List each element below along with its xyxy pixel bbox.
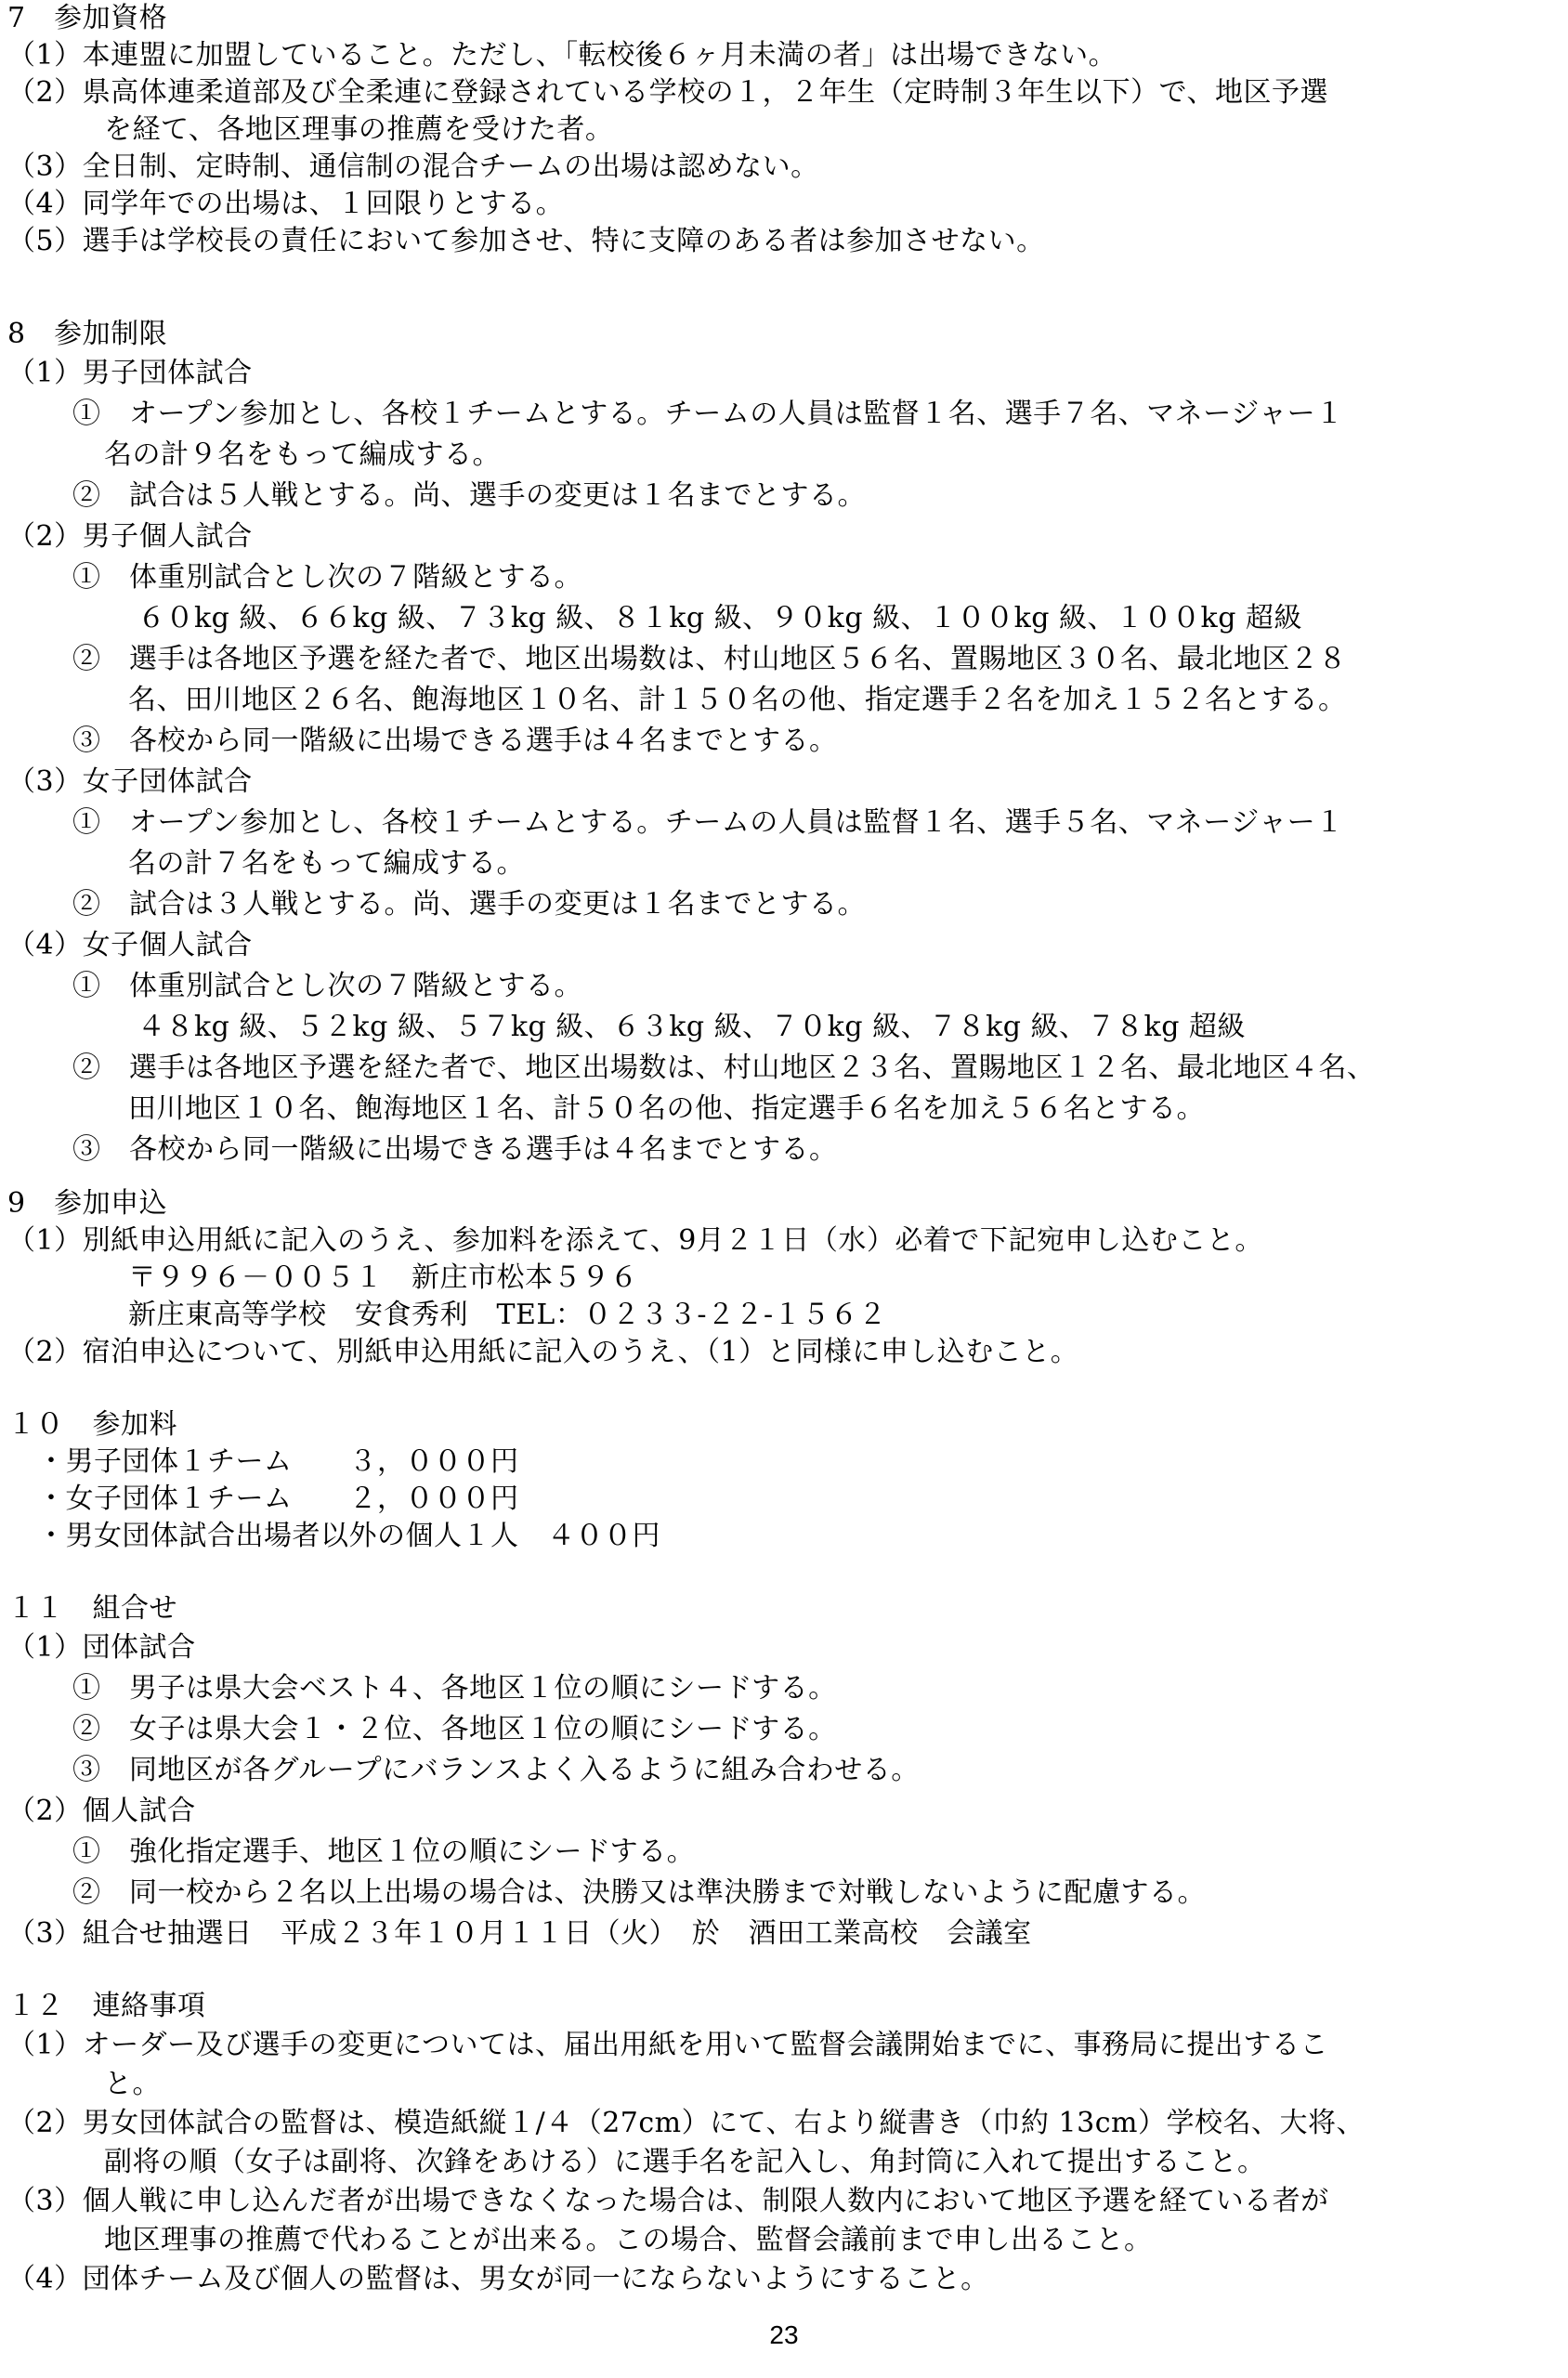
application-contact: 新庄東高等学校 安食秀利 TEL：０２３３-２２-１５６２ — [128, 1299, 887, 1331]
section-9-heading: 9 参加申込 — [7, 1187, 168, 1220]
section-11-sub-1-item-3: ③ 同地区が各グループにバランスよく入るように組み合わせる。 — [72, 1754, 920, 1786]
section-12-item-1: （1）オーダー及び選手の変更については、届出用紙を用いて監督会議開始までに、事務局に提出するこ — [7, 2029, 1328, 2061]
section-8-sub-1-item-1-cont: 名の計９名をもって編成する。 — [104, 438, 501, 471]
fee-men-team: ・男子団体１チーム ３，０００円 — [37, 1445, 519, 1478]
section-12-item-1-cont: と。 — [104, 2068, 161, 2100]
section-12-item-3: （3）個人戦に申し込んだ者が出場できなくなった場合は、制限人数内において地区予選を経ている者が — [7, 2185, 1329, 2217]
section-8-sub-1: （1）男子団体試合 — [7, 357, 253, 389]
section-8-sub-2: （2）男子個人試合 — [7, 520, 253, 553]
weight-classes-men: ６０kg 級、６６kg 級、７３kg 級、８１kg 級、９０kg 級、１００kg 級、１００kg 超級 — [137, 602, 1302, 634]
section-7-item-5: （5）選手は学校長の責任において参加させ、特に支障のある者は参加させない。 — [7, 225, 1045, 257]
section-12-item-2-cont: 副将の順（女子は副将、次鋒をあける）に選手名を記入し、角封筒に入れて提出すること。 — [104, 2146, 1266, 2178]
application-address: 〒９９６－００５１ 新庄市松本５９６ — [128, 1261, 638, 1294]
section-12-item-2: （2）男女団体試合の監督は、模造紙縦１/４（27cm）にて、右より縦書き（巾約 13cm）学校名、大将、 — [7, 2107, 1365, 2139]
section-11-sub-1: （1）団体試合 — [7, 1631, 196, 1664]
section-8-sub-2-item-1: ① 体重別試合とし次の７階級とする。 — [72, 561, 582, 594]
section-7-item-3: （3）全日制、定時制、通信制の混合チームの出場は認めない。 — [7, 150, 819, 183]
section-9-item-2: （2）宿泊申込について、別紙申込用紙に記入のうえ、（1）と同様に申し込むこと。 — [7, 1336, 1079, 1368]
section-8-sub-4-item-2-cont: 田川地区１０名、飽海地区１名、計５０名の他、指定選手６名を加え５６名とする。 — [128, 1092, 1205, 1125]
section-7-item-2: （2）県高体連柔道部及び全柔連に登録されている学校の１，２年生（定時制３年生以下）で、地区予選 — [7, 76, 1328, 109]
section-11-sub-3: （3）組合せ抽選日 平成２３年１０月１１日（火） 於 酒田工業高校 会議室 — [7, 1917, 1032, 1950]
section-11-sub-1-item-2: ② 女子は県大会１・２位、各地区１位の順にシードする。 — [72, 1713, 837, 1745]
section-7-item-1: （1）本連盟に加盟していること。ただし、「転校後６ヶ月未満の者」は出場できない。 — [7, 39, 1117, 72]
weight-classes-women: ４８kg 級、５２kg 級、５７kg 級、６３kg 級、７０kg 級、７８kg 級、７８kg 超級 — [137, 1011, 1246, 1043]
fee-women-team: ・女子団体１チーム ２，０００円 — [37, 1483, 519, 1515]
fee-individual: ・男女団体試合出場者以外の個人１人 ４００円 — [37, 1520, 660, 1552]
section-7-heading: 7 参加資格 — [7, 2, 168, 34]
section-8-sub-4: （4）女子個人試合 — [7, 929, 253, 961]
section-11-sub-2: （2）個人試合 — [7, 1795, 196, 1827]
section-8-sub-4-item-3: ③ 各校から同一階級に出場できる選手は４名までとする。 — [72, 1133, 838, 1166]
section-11-heading: １１ 組合せ — [7, 1592, 177, 1625]
section-8-sub-2-item-2-cont: 名、田川地区２６名、飽海地区１０名、計１５０名の他、指定選手２名を加え１５２名とする。 — [128, 684, 1347, 716]
section-11-sub-1-item-1: ① 男子は県大会ベスト４、各地区１位の順にシードする。 — [72, 1672, 837, 1705]
section-12-heading: １２ 連絡事項 — [7, 1990, 206, 2022]
section-8-sub-4-item-1: ① 体重別試合とし次の７階級とする。 — [72, 970, 582, 1002]
section-10-heading: １０ 参加料 — [7, 1408, 177, 1441]
section-11-sub-2-item-1: ① 強化指定選手、地区１位の順にシードする。 — [72, 1836, 696, 1868]
section-8-sub-2-item-2: ② 選手は各地区予選を経た者で、地区出場数は、村山地区５６名、置賜地区３０名、最北地区２８ — [72, 643, 1347, 675]
section-7-item-4: （4）同学年での出場は、１回限りとする。 — [7, 188, 565, 220]
section-12-item-4: （4）団体チーム及び個人の監督は、男女が同一にならないようにすること。 — [7, 2263, 989, 2295]
section-12-item-3-cont: 地区理事の推薦で代わることが出来る。この場合、監督会議前まで申し出ること。 — [104, 2224, 1153, 2256]
section-8-sub-4-item-2: ② 選手は各地区予選を経た者で、地区出場数は、村山地区２３名、置賜地区１２名、最北地区４名、 — [72, 1052, 1376, 1084]
section-8-sub-3-item-1-cont: 名の計７名をもって編成する。 — [128, 847, 525, 880]
section-11-sub-2-item-2: ② 同一校から２名以上出場の場合は、決勝又は準決勝まで対戦しないように配慮する。 — [72, 1876, 1206, 1909]
section-8-sub-3: （3）女子団体試合 — [7, 765, 253, 798]
section-8-heading: 8 参加制限 — [7, 318, 168, 350]
page-number: 23 — [769, 2320, 799, 2349]
section-8-sub-1-item-1: ① オープン参加とし、各校１チームとする。チームの人員は監督１名、選手７名、マネージャー１ — [72, 398, 1344, 430]
section-8-sub-3-item-1: ① オープン参加とし、各校１チームとする。チームの人員は監督１名、選手５名、マネージャー１ — [72, 806, 1344, 839]
section-9-item-1: （1）別紙申込用紙に記入のうえ、参加料を添えて、9月２１日（水）必着で下記宛申し込むこと。 — [7, 1224, 1263, 1257]
section-7-item-2-cont: を経て、各地区理事の推薦を受けた者。 — [104, 113, 614, 146]
section-8-sub-2-item-3: ③ 各校から同一階級に出場できる選手は４名までとする。 — [72, 725, 838, 757]
section-8-sub-3-item-2: ② 試合は３人戦とする。尚、選手の変更は１名までとする。 — [72, 888, 866, 921]
section-8-sub-1-item-2: ② 試合は５人戦とする。尚、選手の変更は１名までとする。 — [72, 479, 866, 512]
